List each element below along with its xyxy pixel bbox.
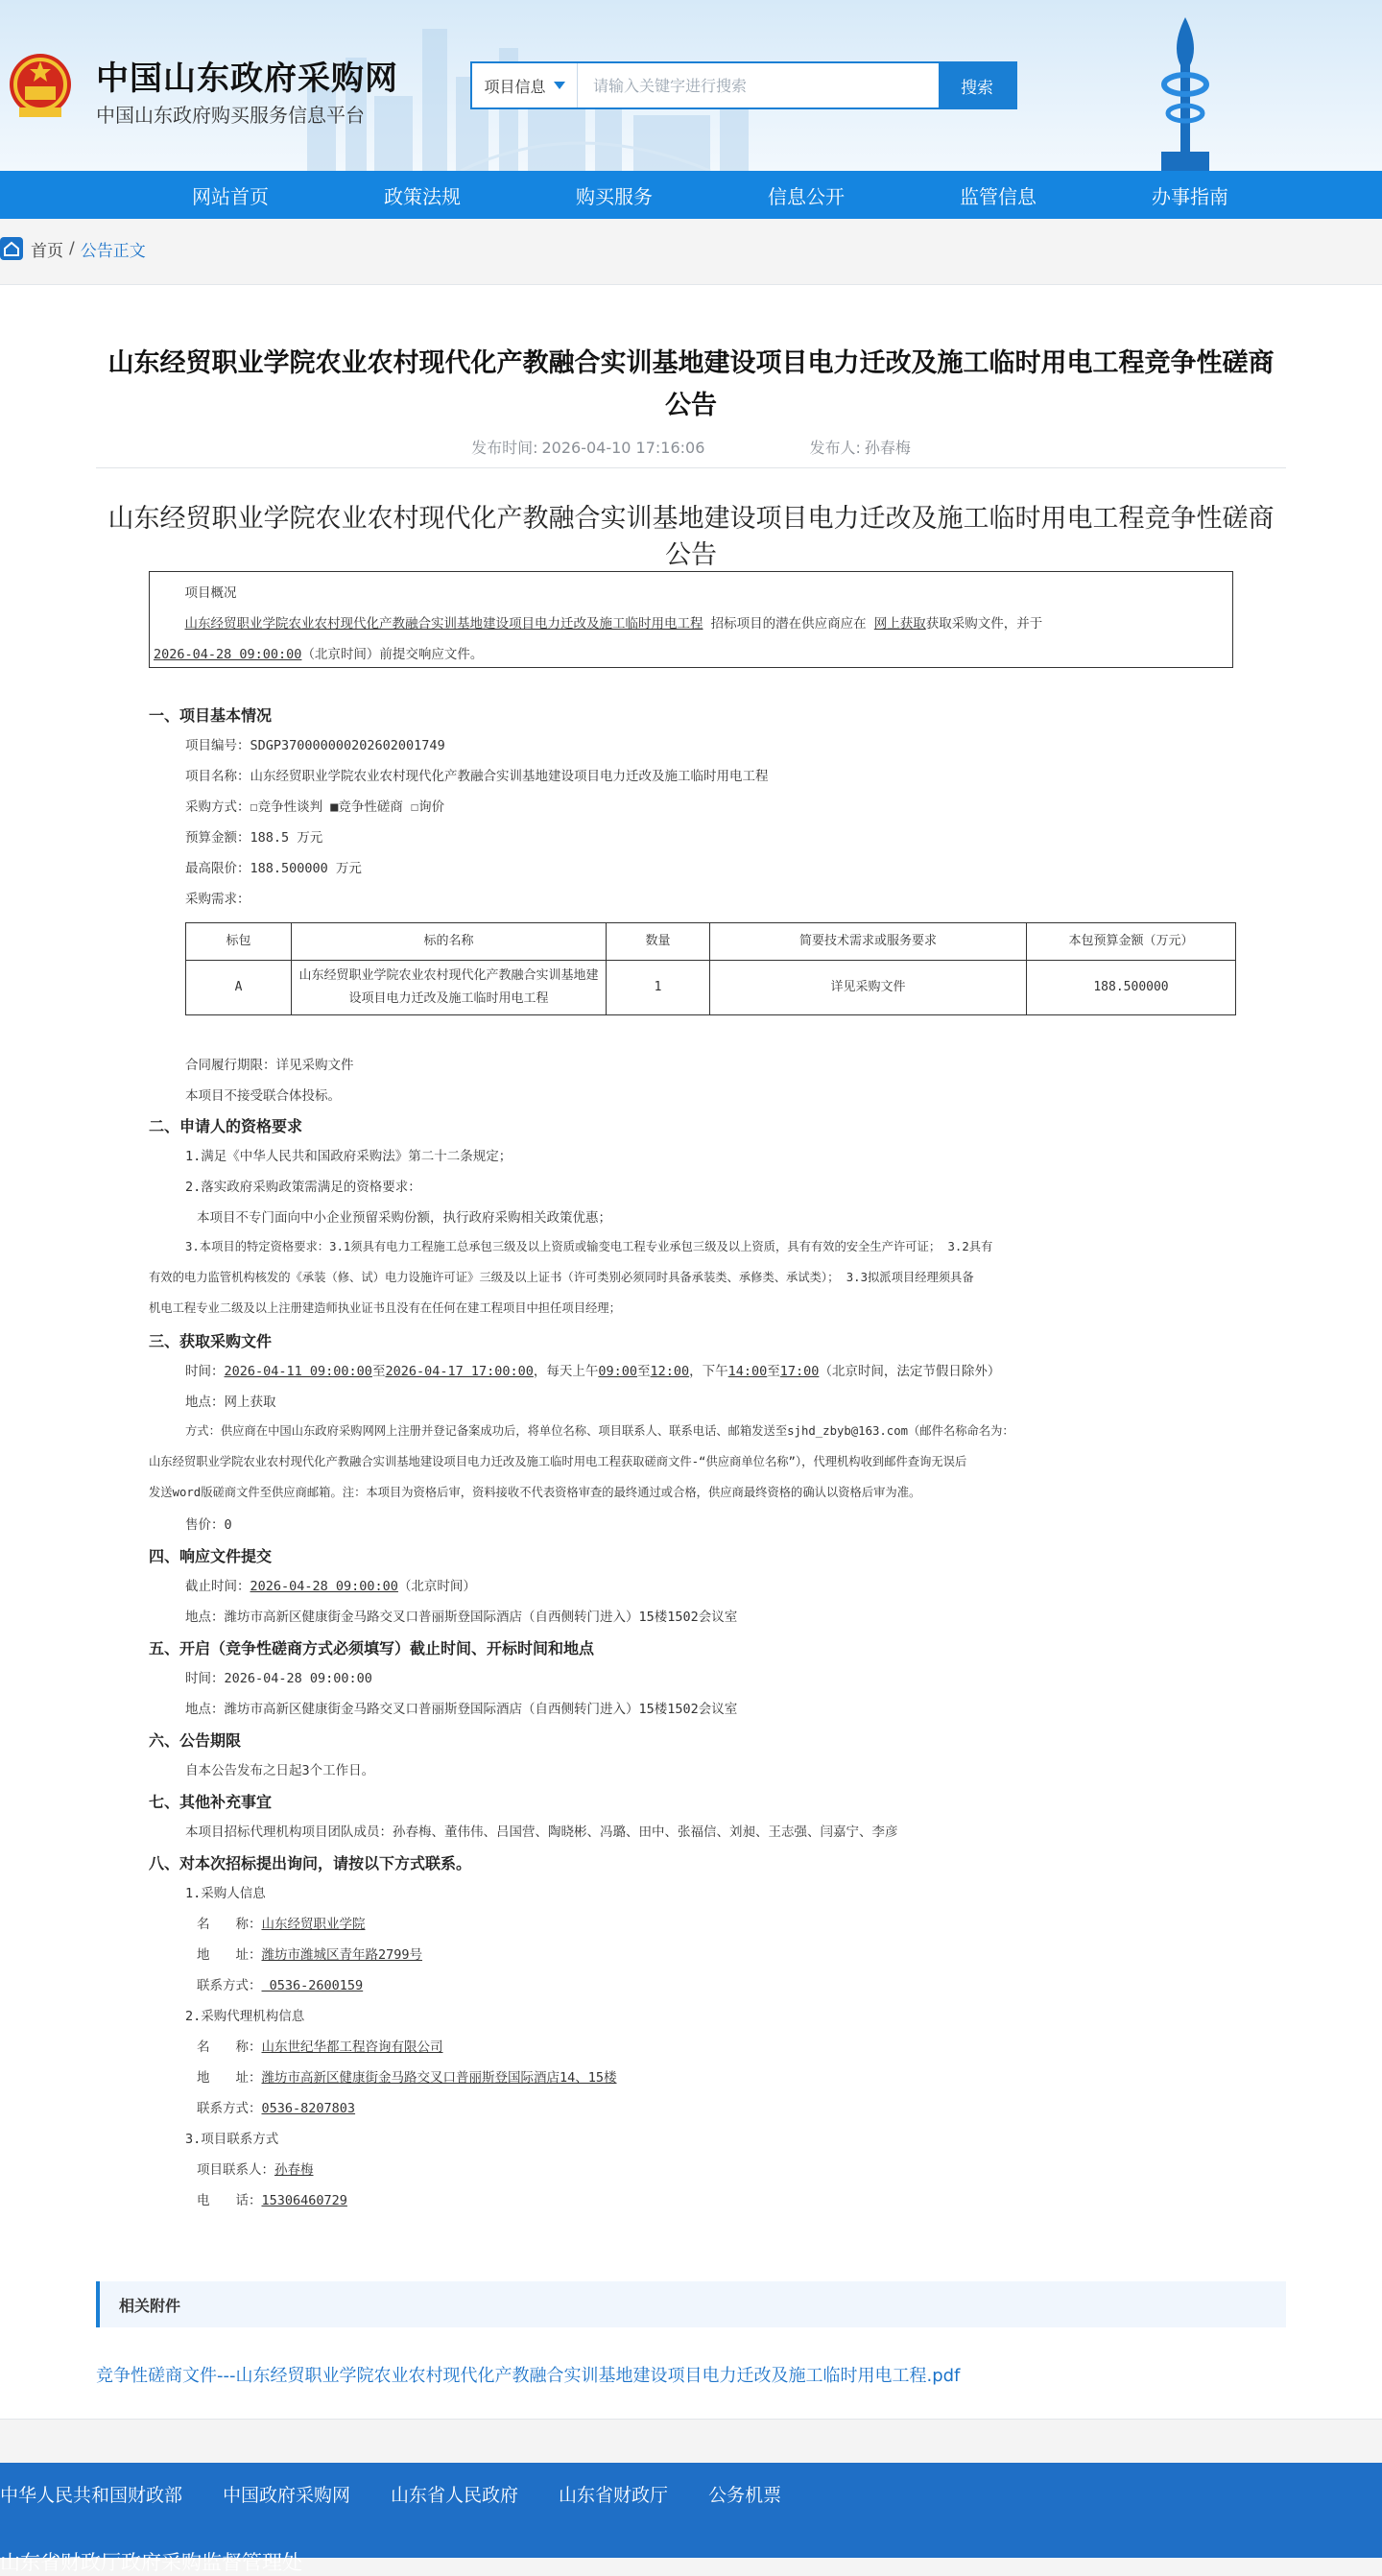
publish-time-value: 2026-04-10 17:16:06	[541, 439, 705, 457]
pm-start: 14:00	[727, 1364, 768, 1379]
breadcrumb	[0, 219, 1382, 278]
site-footer	[0, 2463, 1382, 2574]
nav-item-home[interactable]: 网站首页	[192, 184, 269, 208]
overview-online-link: 网上获取	[873, 616, 926, 632]
acquire-time	[185, 1360, 1000, 1379]
agent-address-value: 潍坊市高新区健康街金马路交叉口普丽斯登国际酒店14、15楼	[261, 2070, 617, 2086]
buyer-info-heading: 1.采购人信息	[185, 1886, 266, 1901]
nav-item-purchase-service[interactable]: 购买服务	[576, 184, 653, 208]
overview-deadline: 2026-04-28 09:00:00	[154, 647, 302, 662]
nav-item-guide[interactable]: 办事指南	[1152, 184, 1228, 208]
project-code: 项目编号：SDGP370000000202602001749	[185, 738, 445, 753]
pm-to: 至	[767, 1364, 780, 1379]
table-header: 本包预算金额（万元）	[1027, 923, 1236, 961]
am-start: 09:00	[598, 1364, 638, 1379]
submit-place: 地点：潍坊市高新区健康街金马路交叉口普丽斯登国际酒店（自西侧转门进入）15楼1502会议室	[185, 1610, 738, 1625]
buyer-contact	[197, 1974, 363, 1993]
qualification-3-line-1: 3.本项目的特定资格要求：3.1须具有电力工程施工总承包三级及以上资质或输变电工程专业承包三级及以上资质，具有有效的安全生产许可证； 3.2具有	[185, 1240, 993, 1253]
footer-link-official-tickets[interactable]: 公务机票	[708, 2484, 782, 2506]
table-cell: 山东经贸职业学院农业农村现代化产教融合实训基地建设项目电力迁改及施工临时用电工程	[292, 961, 607, 1015]
publisher-label: 发布人:	[809, 439, 861, 457]
buyer-address-label: 地 址：	[197, 1947, 262, 1963]
announcement-period: 自本公告发布之日起3个工作日。	[185, 1763, 375, 1778]
acquire-way-line-2: 山东经贸职业学院农业农村现代化产教融合实训基地建设项目电力迁改及施工临时用电工程获取磋商文件-“供应商单位名称”），代理机构收到邮件查询无误后	[149, 1455, 967, 1468]
nav-item-policy[interactable]: 政策法规	[384, 184, 461, 208]
submit-deadline-label: 截止时间：	[185, 1579, 250, 1594]
opening-place: 地点：潍坊市高新区健康街金马路交叉口普丽斯登国际酒店（自西侧转门进入）15楼1502会议室	[185, 1702, 738, 1717]
search-bar	[470, 61, 1017, 109]
search-button[interactable]: 搜索	[939, 63, 1015, 107]
supplementary-info: 本项目招标代理机构项目团队成员：孙春梅、董伟伟、吕国营、陶晓彬、冯璐、田中、张福信、刘昶、王志强、闫嘉宁、李彦	[185, 1825, 898, 1840]
overview-text-end: 获取采购文件，并于	[925, 616, 1043, 632]
table-header: 标的名称	[292, 923, 607, 961]
article-subtitle: 山东经贸职业学院农业农村现代化产教融合实训基地建设项目电力迁改及施工临时用电工程竞争性磋商公告	[107, 504, 1275, 570]
main-nav	[0, 171, 1382, 219]
article-container	[0, 284, 1382, 2420]
search-input[interactable]	[578, 63, 939, 107]
overview-heading-text: 项目概况	[184, 585, 237, 601]
qualification-2-detail: 本项目不专门面向中小企业预留采购份额，执行政府采购相关政策优惠；	[197, 1210, 611, 1226]
requirements-table	[185, 922, 1236, 1015]
acquire-time-start: 2026-04-11 09:00:00	[224, 1364, 372, 1379]
project-contact-label: 项目联系人：	[197, 2162, 274, 2178]
agent-name-label: 名 称：	[197, 2039, 262, 2055]
contract-period: 合同履行期限：详见采购文件	[185, 1058, 354, 1073]
qualification-2: 2.落实政府采购政策需满足的资格要求：	[185, 1180, 421, 1195]
attachment-link[interactable]: 竞争性磋商文件---山东经贸职业学院农业农村现代化产教融合实训基地建设项目电力迁改及施工临时用电工程.pdf	[96, 2366, 961, 2386]
am-to: 至	[637, 1364, 651, 1379]
footer-link-mof[interactable]: 中华人民共和国财政部	[0, 2484, 183, 2506]
overview-line-2	[154, 639, 1228, 670]
budget-amount: 预算金额：188.5 万元	[185, 830, 323, 846]
footer-org-text: 山东省财政厅政府采购监督管理处	[0, 2551, 302, 2574]
buyer-address-value: 潍坊市潍城区青年路2799号	[261, 1947, 423, 1963]
agent-contact-label: 联系方式：	[197, 2101, 262, 2116]
breadcrumb-separator: /	[69, 239, 75, 258]
section-4-title: 四、响应文件提交	[149, 1547, 273, 1565]
agent-contact-value: 0536-8207803	[261, 2101, 356, 2116]
search-category-label: 项目信息	[484, 77, 546, 96]
article-title: 山东经贸职业学院农业农村现代化产教融合实训基地建设项目电力迁改及施工临时用电工程竞争性磋商公告	[107, 348, 1275, 420]
project-contact-value: 孙春梅	[274, 2162, 314, 2178]
project-phone-label: 电 话：	[197, 2193, 262, 2208]
ceiling-price: 最高限价：188.500000 万元	[185, 861, 362, 876]
related-attachments-header: 相关附件	[96, 2281, 1286, 2327]
site-subtitle: 中国山东政府购买服务信息平台	[96, 104, 365, 127]
overview-line-1	[154, 608, 1228, 639]
publish-time	[471, 436, 704, 458]
acquire-to: 至	[371, 1364, 386, 1379]
buyer-name	[197, 1913, 366, 1932]
overview-heading	[154, 578, 1228, 608]
section-5-title: 五、开启（竞争性磋商方式必须填写）截止时间、开标时间和地点	[149, 1639, 595, 1658]
procurement-method: 采购方式：☐竞争性谈判 ■竞争性磋商 ☐询价	[185, 799, 445, 815]
site-title: 中国山东政府采购网	[96, 60, 398, 98]
project-phone-value: 15306460729	[261, 2193, 347, 2208]
overview-deadline-text: （北京时间）前提交响应文件。	[301, 647, 484, 662]
table-cell: A	[186, 961, 292, 1015]
qualification-3-line-2: 有效的电力监管机构核发的《承装（修、试）电力设施许可证》三级及以上证书（许可类别必须同时具备承装类、承修类、承试类）； 3.3拟派项目经理须具备	[149, 1271, 974, 1284]
project-contact-person	[197, 2159, 314, 2178]
agent-address-label: 地 址：	[197, 2070, 262, 2086]
overview-project-link: 山东经贸职业学院农业农村现代化产教融合实训基地建设项目电力迁改及施工临时用电工程	[184, 616, 703, 632]
agent-name-value: 山东世纪华都工程咨询有限公司	[261, 2039, 443, 2055]
chevron-down-icon	[554, 82, 565, 89]
quancheng-tower-graphic	[1142, 8, 1228, 171]
section-7-title: 七、其他补充事宜	[149, 1793, 273, 1811]
table-cell: 188.500000	[1027, 961, 1236, 1015]
opening-time: 时间：2026-04-28 09:00:00	[185, 1671, 372, 1686]
acquire-time-tail: （北京时间，法定节假日除外）	[819, 1364, 1001, 1379]
buyer-contact-value: 0536-2600159	[261, 1978, 364, 1993]
home-icon[interactable]	[0, 237, 23, 260]
nav-item-supervision[interactable]: 监管信息	[960, 184, 1036, 208]
table-header: 数量	[607, 923, 710, 961]
project-name: 项目名称：山东经贸职业学院农业农村现代化产教融合实训基地建设项目电力迁改及施工临时用电工程	[185, 769, 769, 784]
project-contact-heading: 3.项目联系方式	[185, 2132, 279, 2147]
article-meta	[0, 436, 1382, 458]
procurement-demand-label: 采购需求：	[185, 892, 250, 907]
qualification-3-line-3: 机电工程专业二级及以上注册建造师执业证书且没有在任何在建工程项目中担任项目经理；	[149, 1301, 621, 1315]
site-header	[0, 0, 1382, 171]
national-emblem-logo	[6, 48, 75, 125]
agent-info-heading: 2.采购代理机构信息	[185, 2009, 305, 2024]
am-end: 12:00	[650, 1364, 690, 1379]
table-header-row	[186, 923, 1236, 961]
breadcrumb-current[interactable]: 公告正文	[80, 241, 146, 261]
table-cell: 1	[607, 961, 710, 1015]
footer-links	[0, 2463, 1382, 2524]
acquire-place: 地点：网上获取	[185, 1395, 276, 1410]
buyer-address	[197, 1944, 422, 1963]
overview-text: 招标项目的潜在供应商应在	[703, 616, 874, 632]
title-divider	[96, 467, 1286, 468]
table-row	[186, 961, 1236, 1015]
acquire-time-label: 时间：	[185, 1364, 225, 1379]
section-6-title: 六、公告期限	[149, 1731, 242, 1750]
agent-contact	[197, 2097, 355, 2116]
pm-end: 17:00	[779, 1364, 820, 1379]
footer-link-shandong-gov[interactable]: 山东省人民政府	[391, 2484, 519, 2506]
submit-deadline-value: 2026-04-28 09:00:00	[250, 1579, 398, 1594]
acquire-way-line-1: 方式：供应商在中国山东政府采购网网上注册并登记备案成功后，将单位名称、项目联系人、联系电话、邮箱发送至sjhd_zbyb@163.com（邮件名称命名为：	[185, 1424, 1014, 1438]
acquire-time-end: 2026-04-17 17:00:00	[385, 1364, 534, 1379]
table-header: 简要技术需求或服务要求	[710, 923, 1027, 961]
submit-deadline-tail: （北京时间）	[397, 1579, 476, 1594]
agent-name	[197, 2036, 443, 2055]
table-header: 标包	[186, 923, 292, 961]
section-1-title: 一、项目基本情况	[149, 706, 273, 725]
agent-address	[197, 2066, 617, 2086]
table-cell: 详见采购文件	[710, 961, 1027, 1015]
section-3-title: 三、获取采购文件	[149, 1332, 273, 1350]
buyer-name-value: 山东经贸职业学院	[261, 1917, 366, 1932]
publisher	[810, 436, 911, 458]
buyer-contact-label: 联系方式：	[197, 1978, 262, 1993]
project-overview-box	[149, 571, 1233, 668]
footer-link-shandong-finance[interactable]: 山东省财政厅	[559, 2484, 669, 2506]
section-2-title: 二、申请人的资格要求	[149, 1117, 303, 1135]
section-8-title: 八、对本次招标提出询问，请按以下方式联系。	[149, 1854, 472, 1872]
search-category-dropdown[interactable]	[472, 63, 578, 107]
breadcrumb-home-link[interactable]: 首页	[31, 241, 63, 261]
article-body	[149, 571, 1233, 2208]
acquire-way-line-3: 发送word版磋商文件至供应商邮箱。注：本项目为资格后审，资料接收不代表资格审查的最终通过或合格，供应商最终资格的确认以资格后审为准。	[149, 1486, 921, 1499]
buyer-name-label: 名 称：	[197, 1917, 262, 1932]
submit-deadline	[185, 1575, 476, 1594]
nav-item-info-public[interactable]: 信息公开	[768, 184, 845, 208]
document-price: 售价：0	[185, 1517, 232, 1533]
acquire-time-mid: ，每天上午	[533, 1364, 599, 1379]
pm-label: ，下午	[689, 1364, 728, 1379]
publisher-value: 孙春梅	[864, 439, 911, 457]
qualification-1: 1.满足《中华人民共和国政府采购法》第二十二条规定；	[185, 1149, 512, 1164]
publish-time-label: 发布时间:	[471, 439, 538, 457]
project-phone	[197, 2189, 347, 2208]
consortium-note: 本项目不接受联合体投标。	[185, 1088, 341, 1104]
footer-link-ccgp[interactable]: 中国政府采购网	[223, 2484, 351, 2506]
